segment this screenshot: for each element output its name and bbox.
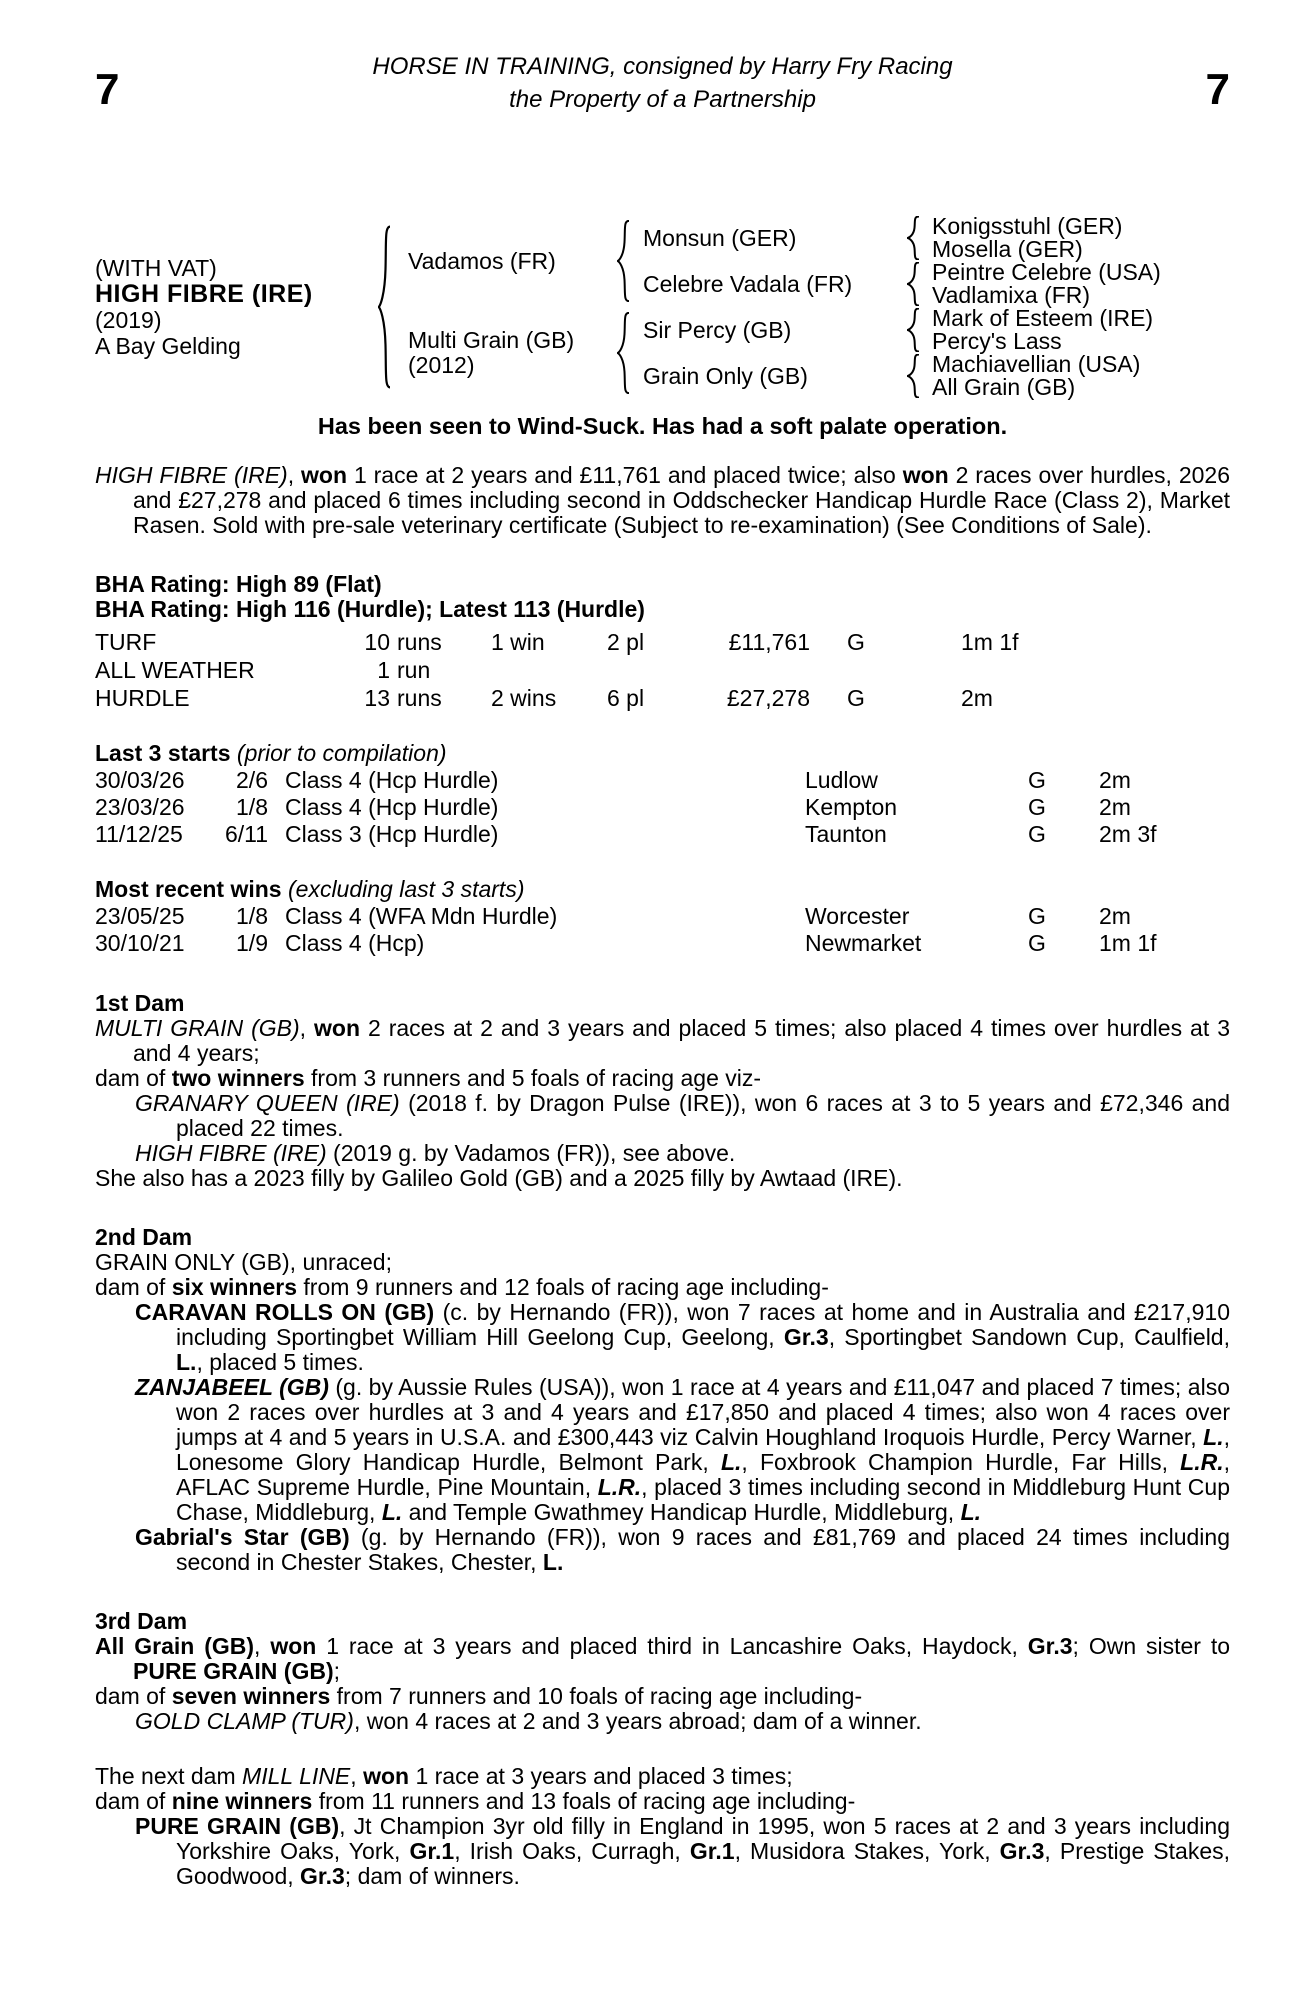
offspring-paragraph: GOLD CLAMP (TUR), won 4 races at 2 and 3 years abroad; dam of a winner. <box>135 1708 922 1734</box>
dam-paragraph: All Grain (GB), won 1 race at 3 years and placed third in Lancashire Oaks, Haydock, Gr.3; Own sister to PURE GRAIN (GB); <box>95 1633 1231 1684</box>
record-earnings: £11,761 <box>728 629 810 655</box>
vat-note: (WITH VAT) <box>95 255 217 281</box>
first-dam-heading: 1st Dam <box>95 990 185 1016</box>
brace-icon <box>907 354 922 398</box>
offspring-paragraph: PURE GRAIN (GB), Jt Champion 3yr old filly in England in 1995, won 5 races at 2 and 3 years including Yorkshire Oaks, York, Gr.1, Irish Oaks, Curragh, Gr.1, Musidora Stakes, York, Gr.3, Prestige Stakes, Goodwood, Gr.3; dam of winners. <box>135 1813 1231 1889</box>
record-row <box>95 628 1230 656</box>
start-going: G <box>1028 767 1046 793</box>
third-dam-heading: 3rd Dam <box>95 1608 188 1634</box>
dam-paragraph: dam of two winners from 3 runners and 5 foals of racing age viz- <box>95 1065 762 1091</box>
start-position: 1/9 <box>236 930 268 956</box>
health-note: Has been seen to Wind-Suck. Has had a soft palate operation. <box>317 413 1008 439</box>
offspring-paragraph: ZANJABEEL (GB) (g. by Aussie Rules (USA)), won 1 race at 4 years and £11,047 and placed 7 times; also won 2 races over hurdles at 3 and 4 years and £17,850 and placed 4 times; also won 4 races over jumps at 4 and 5 years in U.S.A. and £300,443 viz Calvin Houghland Iroquois Hurdle, Percy Warner, L., Lonesome Glory Handicap Hurdle, Belmont Park, L., Foxbrook Champion Hurdle, Far Hills, L.R., AFLAC Supreme Hurdle, Pine Mountain, L.R., placed 3 times including second in Middleburg Hunt Cup Chase, Middleburg, L. and Temple Gwathmey Handicap Hurdle, Middleburg, L. <box>135 1374 1231 1525</box>
record-going: G <box>847 685 865 711</box>
property-line: the Property of a Partnership <box>509 86 816 113</box>
record-earnings: £27,278 <box>726 685 810 711</box>
dam-paragraph: dam of seven winners from 7 runners and 10 foals of racing age including- <box>95 1683 863 1709</box>
start-row <box>95 794 1230 821</box>
pedigree-brace-gg3 <box>907 307 932 353</box>
pedigree-brace-gg1 <box>907 215 932 261</box>
great-grandparent: Peintre Celebre (USA) <box>932 259 1161 285</box>
start-course: Taunton <box>805 821 887 847</box>
grandsire-1: Monsun (GER) <box>643 224 797 251</box>
record-places: 2 pl <box>607 629 645 655</box>
horse-name-block <box>95 215 378 399</box>
dam-paragraph: She also has a 2023 filly by Galileo Gold (GB) and a 2025 filly by Awtaad (IRE). <box>95 1165 903 1191</box>
record-runs: 1 run <box>377 657 431 683</box>
brace-icon <box>907 216 922 260</box>
bha-ratings <box>95 572 1230 622</box>
bha-rating-flat: BHA Rating: High 89 (Flat) <box>95 571 382 597</box>
record-distance: 1m 1f <box>961 629 1019 655</box>
start-row <box>95 821 1230 848</box>
horse-name: HIGH FIBRE (IRE) <box>95 280 313 308</box>
start-going: G <box>1028 930 1046 956</box>
dam-year: (2012) <box>408 352 475 378</box>
granddam-1: Celebre Vadala (FR) <box>643 270 853 297</box>
start-class: Class 4 (Hcp) <box>285 930 425 956</box>
record-earnings <box>700 656 810 684</box>
great-grandparent: Percy's Lass <box>932 328 1062 354</box>
dam-paragraph: GRAIN ONLY (GB), unraced; <box>95 1249 392 1275</box>
second-dam-heading: 2nd Dam <box>95 1224 193 1250</box>
recent-wins-heading: Most recent wins (excluding last 3 starts) <box>95 876 525 902</box>
great-grandparent: Konigsstuhl (GER) <box>932 213 1123 239</box>
offspring-paragraph: HIGH FIBRE (IRE) (2019 g. by Vadamos (FR)), see above. <box>135 1140 736 1166</box>
start-position: 2/6 <box>236 767 268 793</box>
start-date: 30/03/26 <box>95 767 185 793</box>
start-date: 23/05/25 <box>95 903 185 929</box>
start-course: Newmarket <box>805 930 922 956</box>
start-position: 1/8 <box>236 903 268 929</box>
sire-name: Vadamos (FR) <box>408 247 556 274</box>
pedigree-brace-dam <box>617 307 643 399</box>
record-going <box>810 656 900 684</box>
great-grandparent: Mosella (GER) <box>932 236 1083 262</box>
great-grandparent: Vadlamixa (FR) <box>932 282 1091 308</box>
record-wins: 1 win <box>491 629 545 655</box>
first-dam-section <box>95 991 1230 1191</box>
record-runs: 10 runs <box>364 629 442 655</box>
start-course: Worcester <box>805 903 910 929</box>
start-position: 1/8 <box>236 794 268 820</box>
page-header <box>95 50 1230 118</box>
start-distance: 2m 3f <box>1099 821 1157 847</box>
start-course: Ludlow <box>805 767 878 793</box>
record-going: G <box>847 629 865 655</box>
brace-icon <box>907 308 922 352</box>
dam-name-block <box>408 307 617 399</box>
brace-icon <box>378 225 393 389</box>
record-distance <box>900 656 1230 684</box>
start-class: Class 3 (Hcp Hurdle) <box>285 821 499 847</box>
pedigree-table <box>95 215 1230 399</box>
foaling-year: (2019) <box>95 307 162 333</box>
record-wins: 2 wins <box>491 685 557 711</box>
pedigree-brace-main <box>378 215 408 399</box>
brace-icon <box>617 220 632 302</box>
start-position: 6/11 <box>224 821 268 847</box>
grandsire-2: Sir Percy (GB) <box>643 316 792 343</box>
record-wins <box>470 656 590 684</box>
great-grandparent: All Grain (GB) <box>932 374 1076 400</box>
consignor-line: HORSE IN TRAINING, consigned by Harry Fry Racing <box>372 53 953 80</box>
record-places: 6 pl <box>607 685 645 711</box>
great-grandparent: Machiavellian (USA) <box>932 351 1141 377</box>
start-distance: 2m <box>1099 794 1131 820</box>
race-record-table <box>95 628 1230 712</box>
offspring-paragraph: GRANARY QUEEN (IRE) (2018 f. by Dragon Pulse (IRE)), won 6 races at 3 to 5 years and £72,346 and placed 22 times. <box>135 1090 1230 1141</box>
dam-name: Multi Grain (GB) <box>408 327 575 353</box>
brace-icon <box>907 262 922 306</box>
dam-paragraph: dam of six winners from 9 runners and 12 foals of racing age including- <box>95 1274 829 1300</box>
start-distance: 1m 1f <box>1099 930 1157 956</box>
dam-paragraph: The next dam MILL LINE, won 1 race at 3 years and placed 3 times; <box>95 1763 793 1789</box>
offspring-paragraph: Gabrial's Star (GB) (g. by Hernando (FR)), won 9 races and £81,769 and placed 24 times including second in Chester Stakes, Chester, L. <box>135 1524 1230 1575</box>
record-row <box>95 656 1230 684</box>
last-3-starts-heading: Last 3 starts (prior to compilation) <box>95 740 447 766</box>
pedigree-brace-sire <box>617 215 643 307</box>
record-surface: HURDLE <box>95 685 190 711</box>
record-distance: 2m <box>961 685 993 711</box>
next-dam-section <box>95 1764 1230 1889</box>
start-distance: 2m <box>1099 767 1131 793</box>
start-date: 11/12/25 <box>95 821 183 847</box>
brace-icon <box>617 312 632 394</box>
pedigree-brace-gg2 <box>907 261 932 307</box>
dam-paragraph: MULTI GRAIN (GB), won 2 races at 2 and 3 years and placed 5 times; also placed 4 times over hurdles at 3 and 4 years; <box>95 1015 1230 1066</box>
start-date: 23/03/26 <box>95 794 185 820</box>
offspring-paragraph: CARAVAN ROLLS ON (GB) (c. by Hernando (FR)), won 7 races at home and in Australia and £217,910 including Sportingbet William Hill Geelong Cup, Geelong, Gr.3, Sportingbet Sandown Cup, Caulfield, L., placed 5 times. <box>135 1299 1230 1375</box>
colour-sex: A Bay Gelding <box>95 333 241 359</box>
bha-rating-hurdle: BHA Rating: High 116 (Hurdle); Latest 113 (Hurdle) <box>95 596 645 622</box>
start-row <box>95 903 1230 930</box>
start-class: Class 4 (WFA Mdn Hurdle) <box>285 903 558 929</box>
granddam-2: Grain Only (GB) <box>643 362 808 389</box>
start-row <box>95 930 1230 957</box>
description-paragraph: HIGH FIBRE (IRE), won 1 race at 2 years and £11,761 and placed twice; also won 2 races over hurdles, 2026 and £27,278 and placed 6 times including second in Oddschecker Handicap Hurdle Race (Class 2), Market Rasen. Sold with pre-sale veterinary certificate (Subject to re-examination) (See Conditions of Sale). <box>95 462 1231 538</box>
third-dam-section <box>95 1609 1230 1734</box>
record-row <box>95 684 1230 712</box>
record-surface: ALL WEATHER <box>95 657 255 683</box>
dam-paragraph: dam of nine winners from 11 runners and 13 foals of racing age including- <box>95 1788 856 1814</box>
start-class: Class 4 (Hcp Hurdle) <box>285 767 499 793</box>
great-grandparent: Mark of Esteem (IRE) <box>932 305 1154 331</box>
start-distance: 2m <box>1099 903 1131 929</box>
lot-number-left: 7 <box>95 65 120 114</box>
start-row <box>95 767 1230 794</box>
record-places <box>590 656 700 684</box>
lot-number-right: 7 <box>1205 65 1230 114</box>
start-date: 30/10/21 <box>95 930 185 956</box>
record-runs: 13 runs <box>364 685 442 711</box>
start-course: Kempton <box>805 794 898 820</box>
start-going: G <box>1028 903 1046 929</box>
start-going: G <box>1028 821 1046 847</box>
second-dam-section <box>95 1225 1230 1575</box>
record-surface: TURF <box>95 629 157 655</box>
start-going: G <box>1028 794 1046 820</box>
start-class: Class 4 (Hcp Hurdle) <box>285 794 499 820</box>
recent-wins-section <box>95 876 1230 957</box>
last-3-starts-section <box>95 740 1230 848</box>
pedigree-brace-gg4 <box>907 353 932 399</box>
